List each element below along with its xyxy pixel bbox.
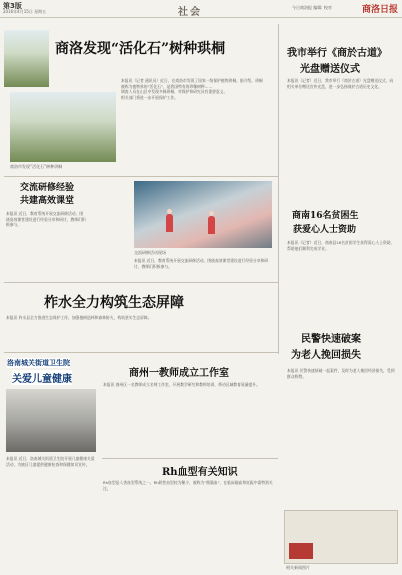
police-body: 本报讯 民警快速侦破一起案件，及时为老人挽回经济损失，受到群众称赞。: [287, 368, 395, 379]
aid-title-line1: 商南16名贫困生: [292, 211, 359, 221]
main-photo-caption: 商洛市发现“活化石”树种珙桐: [10, 164, 63, 169]
exchange-photo-caption: 交流研修活动现场: [134, 250, 166, 255]
police-title-line1: 民警快速破案: [301, 334, 361, 345]
edition-label: 第3版: [3, 2, 22, 10]
issue-date: 2016年4月15日 星期五: [3, 9, 47, 14]
main-story-body: 本报讯（记者 通讯员）近日，在商洛市发现了国家一级保护植物珙桐。据介绍，珙桐被称为植物界的“活化石”，是我国特有的珍稀树种…… 调查人员在山区中发现多株珙桐，对保护和研究具有重要意义。 相关部门将进一步开展保护工作。: [121, 78, 263, 100]
exchange-title-line1: 交流研修经验: [20, 183, 75, 193]
bottom-photo-box: [284, 510, 398, 564]
paper-info: 今日商洛报 编辑: 校对: [292, 5, 332, 10]
exchange-body: 本报讯 近日，教育系统开展交流研修活动，围绕高效课堂建设进行经验分享和研讨，教师们积极参与。: [6, 211, 86, 227]
tree-landscape-photo: [10, 92, 116, 162]
news-badge: [289, 543, 313, 559]
safety-body: 本报讯 柞水县全力推进生态保护工作，加强植树造林和森林防火，构筑坚实生态屏障。: [6, 315, 152, 320]
section-title: 社会: [178, 7, 202, 18]
health-photo: [6, 389, 96, 452]
column-divider-right: [278, 24, 279, 354]
aid-title-line2: 获爱心人士资助: [293, 225, 357, 235]
rh-headline: Rh血型有关知识: [162, 467, 238, 478]
tree-photo: [4, 30, 49, 87]
health-title-line2: 关爱儿童健康: [12, 370, 72, 385]
ancient-road-body: 本报讯（记者）近日，我市举行《商於古道》光盘赠送仪式，向相关单位赠送宣传光盘，进一步弘扬商於古道历史文化。: [287, 78, 394, 89]
section-divider: [4, 176, 278, 177]
ancient-road-title-line2: 光盘赠送仪式: [300, 64, 360, 75]
bottom-caption: 相关新闻图片: [286, 565, 310, 570]
exchange-continuation: 本报讯 近日，教育系统开展交流研修活动，围绕高效课堂建设进行经验分享和研讨，教师们积极参与。: [134, 258, 269, 269]
exchange-title-line2: 共建高效课堂: [20, 196, 75, 206]
section-divider: [4, 352, 278, 353]
police-title-line2: 为老人挽回损失: [291, 350, 361, 361]
rh-body: Rh血型是人类血型系统之一。Rh阴性血型较为稀少，被称为“熊猫血”，在临床输血和妊娠中需特别关注。: [103, 480, 273, 491]
section-divider: [102, 458, 278, 459]
health-body: 本报讯 近日，洛南城关街道卫生院开展儿童健康关爱活动，为辖区儿童提供健康检查和保健知识宣传。: [6, 456, 95, 467]
student-figure: [166, 214, 173, 232]
aid-body: 本报讯（记者）近日，商南县16名贫困学生获得爱心人士资助，帮助他们顺利完成学业。: [287, 240, 395, 251]
classroom-photo: [134, 181, 272, 248]
student-face: [209, 211, 214, 216]
newspaper-header: [0, 0, 402, 18]
main-headline: 商洛发现“活化石”树种珙桐: [55, 41, 226, 57]
ancient-road-title-line1: 我市举行《商於古道》: [287, 48, 387, 59]
newspaper-brand: 商洛日报: [361, 5, 398, 15]
student-figure: [208, 216, 215, 234]
section-divider: [4, 282, 278, 283]
teacher-headline: 商州一教师成立工作室: [129, 368, 229, 379]
safety-headline: 柞水全力构筑生态屏障: [44, 295, 184, 311]
health-title-line1: 洛南城关街道卫生院: [7, 358, 70, 367]
teacher-body: 本报讯 商州区一名教师成立名师工作室，开展教学研究和教师培训，带动区域教育质量提升。: [103, 382, 260, 387]
student-face: [167, 209, 172, 214]
